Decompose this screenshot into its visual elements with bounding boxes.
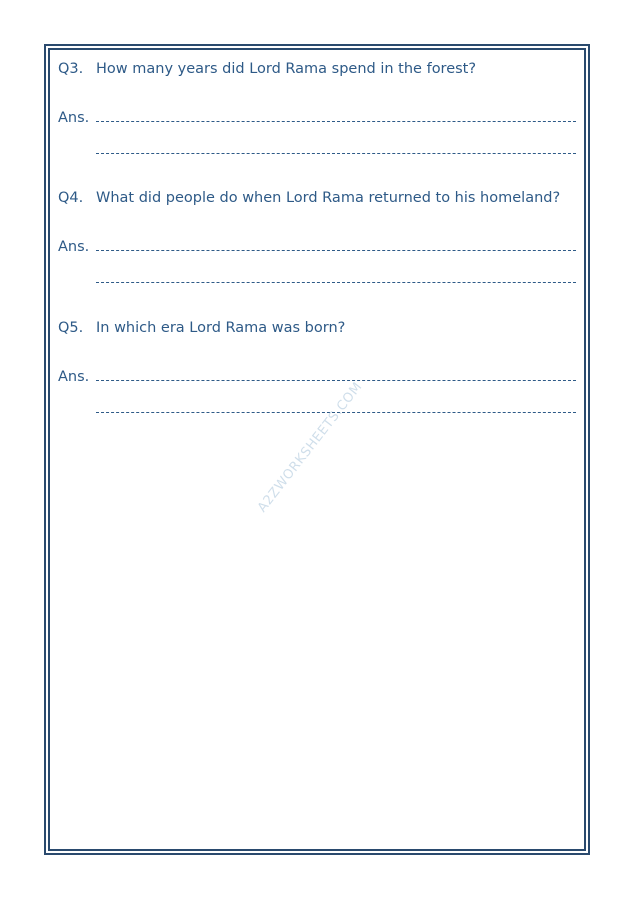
question-3-text: How many years did Lord Rama spend in the forest?	[96, 61, 477, 77]
watermark: A2ZWORKSHEETS.COM	[254, 379, 366, 516]
answer-3-line-2[interactable]	[96, 153, 576, 154]
answer-3-label: Ans.	[58, 110, 90, 126]
answer-5-label: Ans.	[58, 369, 90, 385]
question-5-text: In which era Lord Rama was born?	[96, 320, 346, 336]
question-5-number: Q5.	[58, 320, 84, 336]
question-4-number: Q4.	[58, 190, 84, 206]
question-4-text: What did people do when Lord Rama returned to his homeland?	[96, 190, 561, 206]
answer-3-line-1[interactable]	[96, 121, 576, 122]
answer-4-label: Ans.	[58, 239, 90, 255]
question-3-number: Q3.	[58, 61, 84, 77]
answer-4-line-1[interactable]	[96, 250, 576, 251]
answer-4-line-2[interactable]	[96, 282, 576, 283]
answer-5-line-1[interactable]	[96, 380, 576, 381]
